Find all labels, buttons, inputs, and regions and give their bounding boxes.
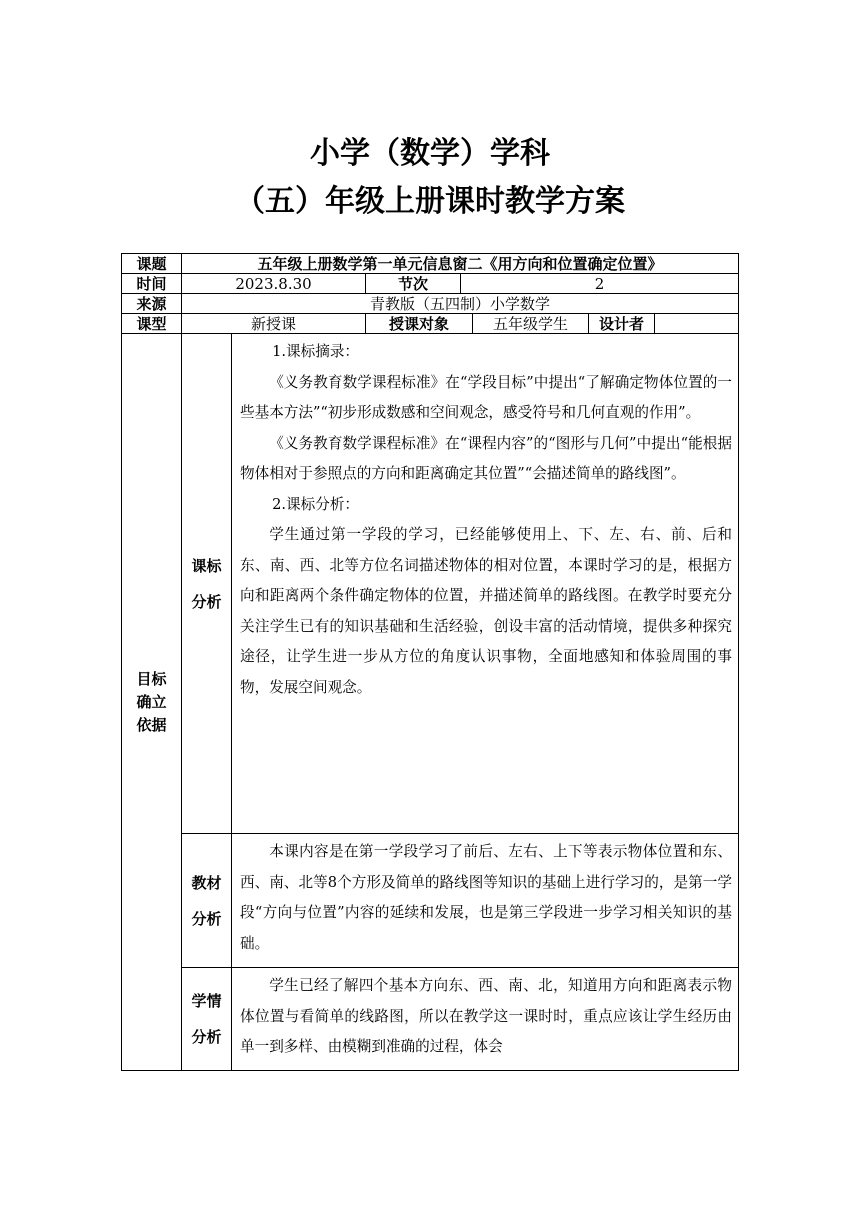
- students-content: [232, 968, 739, 1071]
- curriculum-heading-2: 2.课标分析：: [272, 495, 360, 513]
- session-value: 2: [461, 274, 739, 294]
- curriculum-row: [122, 334, 739, 834]
- students-paragraph: 学生已经了解四个基本方向东、西、南、北，知道用方向和距离表示物体位置与看简单的线路图，所以在教学这一课时时，重点应该让学生经历由单一到多样、由模糊到准确的过程，体会: [240, 977, 733, 1055]
- lesson-plan-table: [121, 253, 739, 1071]
- audience-label: 授课对象: [366, 314, 473, 334]
- designer-value: [655, 314, 739, 334]
- topic-value: 五年级上册数学第一单元信息窗二《用方向和位置确定位置》: [182, 254, 739, 274]
- textbook-label-text: 教材分析: [191, 873, 222, 928]
- session-label: 节次: [366, 274, 461, 294]
- curriculum-label-text: 课标分析: [191, 556, 222, 611]
- curriculum-paragraph-1: 《义务教育数学课程标准》在“学段目标”中提出“了解确定物体位置的一些基本方法”“初步形成数感和空间观念，感受符号和几何直观的作用”。: [240, 373, 733, 421]
- type-label: 课型: [122, 314, 182, 334]
- document-title-line1: 小学（数学）学科: [310, 136, 550, 171]
- basis-label-text: 目标确立依据: [136, 669, 167, 734]
- textbook-content: [232, 834, 739, 968]
- textbook-row: [122, 834, 739, 968]
- type-value: 新授课: [182, 314, 366, 334]
- topic-row: [122, 254, 739, 274]
- textbook-paragraph: 本课内容是在第一学段学习了前后、左右、上下等表示物体位置和东、西、南、北等8个方形及简单的路线图等知识的基础上进行学习的，是第一学段“方向与位置”内容的延续和发展，也是第三学段进一步学习相关知识的基础。: [240, 843, 733, 952]
- designer-label: 设计者: [589, 314, 655, 334]
- curriculum-paragraph-3: 学生通过第一学段的学习，已经能够使用上、下、左、右、前、后和东、南、西、北等方位名词描述物体的相对位置，本课时学习的是，根据方向和距离两个条件确定物体的位置，并描述简单的路线图。在教学时要充分关注学生已有的知识基础和生活经验，创设丰富的活动情境，提供多种探究途径，让学生进一步从方位的角度认识事物，全面地感知和体验周围的事物，发展空间观念。: [240, 526, 733, 696]
- audience-value: 五年级学生: [473, 314, 589, 334]
- source-label: 来源: [122, 294, 182, 314]
- curriculum-heading-1: 1.课标摘录：: [272, 343, 360, 360]
- document-title-line2: （五）年级上册课时教学方案: [235, 184, 625, 219]
- time-row: [122, 274, 739, 294]
- textbook-label: [182, 834, 232, 968]
- source-value: 青教版（五四制）小学数学: [182, 294, 739, 314]
- type-row: [122, 314, 739, 334]
- basis-label: [122, 334, 182, 1071]
- time-value: 2023.8.30: [182, 274, 366, 294]
- topic-label: 课题: [122, 254, 182, 274]
- curriculum-paragraph-2: 《义务教育数学课程标准》在“课程内容”的“图形与几何”中提出“能根据物体相对于参照点的方向和距离确定其位置”“会描述简单的路线图”。: [240, 434, 733, 482]
- source-row: [122, 294, 739, 314]
- time-label: 时间: [122, 274, 182, 294]
- curriculum-content: [232, 334, 739, 834]
- students-label: [182, 968, 232, 1071]
- students-label-text: 学情分析: [191, 992, 222, 1046]
- students-row: [122, 968, 739, 1071]
- curriculum-label: [182, 334, 232, 834]
